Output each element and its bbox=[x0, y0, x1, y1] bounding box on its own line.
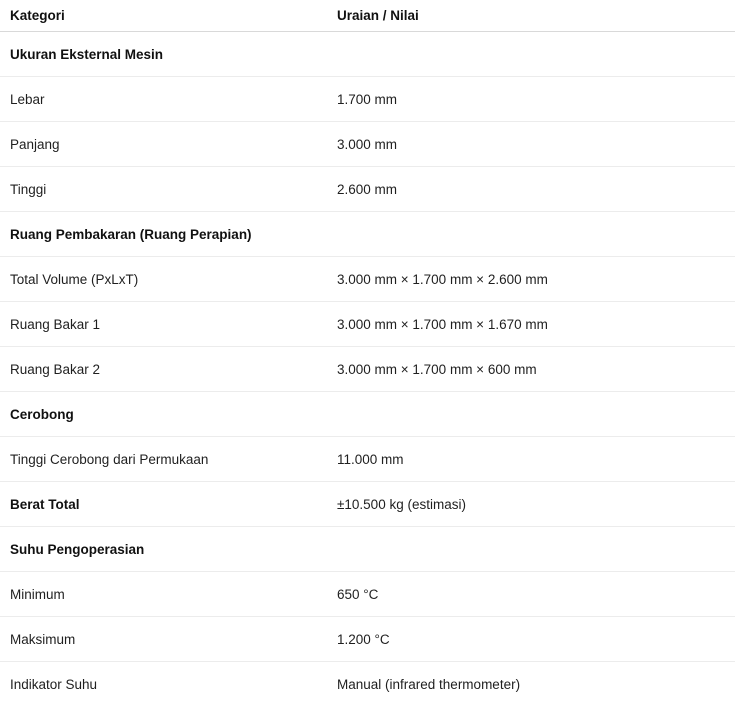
table-row bbox=[0, 572, 735, 617]
row-category: Maksimum bbox=[10, 631, 76, 647]
row-value: ±10.500 kg (estimasi) bbox=[337, 496, 466, 512]
table-row bbox=[0, 122, 735, 167]
row-category: Tinggi Cerobong dari Permukaan bbox=[10, 451, 209, 467]
table-row bbox=[0, 392, 735, 437]
row-value: 3.000 mm × 1.700 mm × 2.600 mm bbox=[337, 271, 548, 287]
table-row bbox=[0, 212, 735, 257]
row-value: Manual (infrared thermometer) bbox=[337, 677, 521, 692]
table-row bbox=[0, 77, 735, 122]
row-category: Tinggi bbox=[10, 181, 47, 197]
row-value: 1.200 °C bbox=[337, 631, 390, 647]
row-category: Ukuran Eksternal Mesin bbox=[10, 46, 164, 62]
row-category: Berat Total bbox=[10, 496, 80, 512]
row-value: 3.000 mm × 1.700 mm × 600 mm bbox=[337, 361, 537, 377]
row-category: Minimum bbox=[10, 586, 65, 602]
row-category: Suhu Pengoperasian bbox=[10, 541, 145, 557]
row-category: Ruang Pembakaran (Ruang Perapian) bbox=[10, 226, 252, 242]
table-row bbox=[0, 662, 735, 707]
table-row bbox=[0, 527, 735, 572]
row-category: Panjang bbox=[10, 136, 60, 152]
row-value: 3.000 mm bbox=[337, 136, 398, 152]
row-category: Ruang Bakar 1 bbox=[10, 316, 101, 332]
table-row bbox=[0, 257, 735, 302]
header-category: Kategori bbox=[10, 8, 65, 23]
row-category: Total Volume (PxLxT) bbox=[10, 271, 139, 287]
table-row bbox=[0, 302, 735, 347]
row-category: Indikator Suhu bbox=[10, 677, 98, 692]
table-row bbox=[0, 617, 735, 662]
table-header bbox=[0, 0, 735, 32]
row-category: Cerobong bbox=[10, 406, 74, 422]
table-row bbox=[0, 167, 735, 212]
table-row bbox=[0, 32, 735, 77]
row-category: Ruang Bakar 2 bbox=[10, 361, 101, 377]
row-value: 1.700 mm bbox=[337, 91, 398, 107]
table-row bbox=[0, 347, 735, 392]
table-row bbox=[0, 482, 735, 527]
table-row bbox=[0, 437, 735, 482]
row-value: 3.000 mm × 1.700 mm × 1.670 mm bbox=[337, 316, 548, 332]
header-value: Uraian / Nilai bbox=[337, 8, 419, 23]
table-body bbox=[0, 32, 735, 707]
row-value: 650 °C bbox=[337, 586, 379, 602]
row-value: 2.600 mm bbox=[337, 181, 398, 197]
row-value: 11.000 mm bbox=[337, 451, 404, 467]
row-category: Lebar bbox=[10, 91, 45, 107]
